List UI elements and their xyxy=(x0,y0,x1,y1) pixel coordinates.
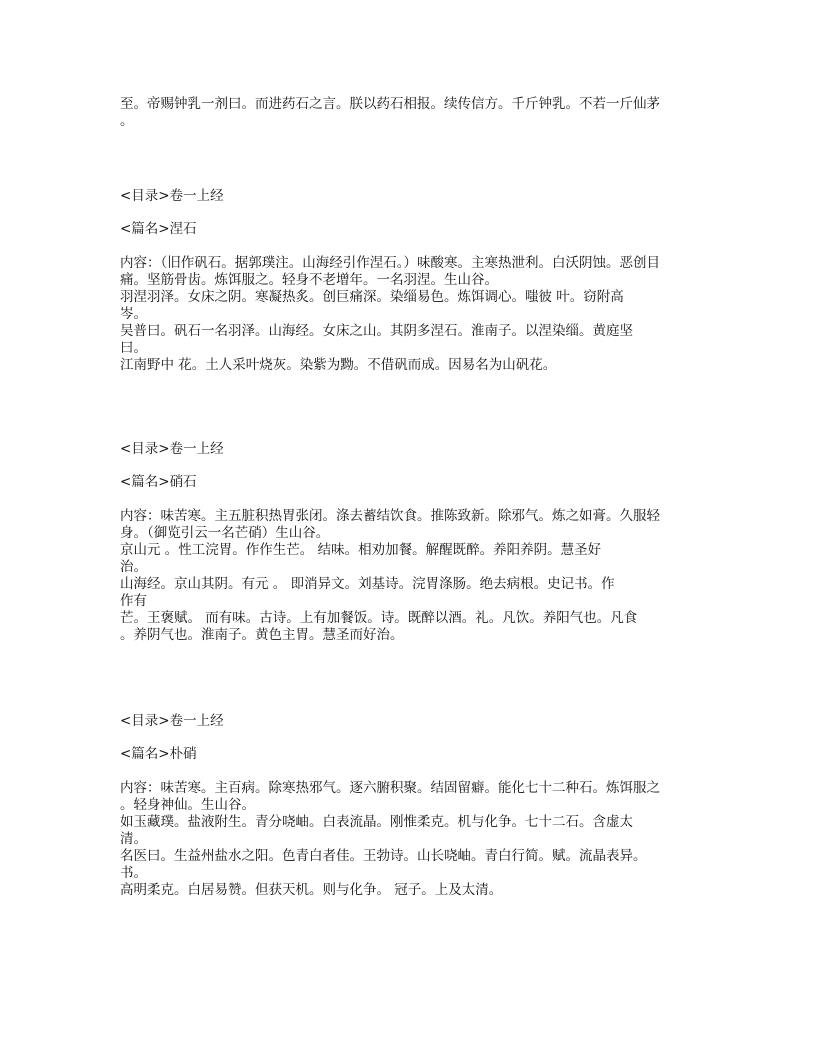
text-line: 。轻身神仙。生山谷。 xyxy=(120,797,255,813)
chapter-title: <篇名>朴硝 xyxy=(120,746,197,762)
text-line: 羽涅羽泽。女床之阴。寒凝热炙。创巨痛深。染缁易色。炼饵调心。嗤彼 叶。窃附高 xyxy=(120,289,624,305)
text-line: 。 xyxy=(120,113,134,129)
text-line: 身。（御览引云一名芒硝）生山谷。 xyxy=(120,525,330,541)
text-line: 治。 xyxy=(120,559,147,575)
section-body xyxy=(120,780,660,899)
text-line: 。养阴气也。淮南子。黄色主胃。慧圣而好治。 xyxy=(120,627,404,643)
intro-paragraph xyxy=(120,96,660,130)
section-puxiao xyxy=(120,713,660,899)
section-xiaoshi xyxy=(120,441,660,644)
catalog-heading: <目录>卷一上经 xyxy=(120,441,224,457)
section-body xyxy=(120,508,660,644)
text-line: 江南野中 花。土人采叶烧灰。染紫为黝。不借矾而成。因易名为山矾花。 xyxy=(120,357,557,373)
chapter-title: <篇名>硝石 xyxy=(120,474,197,490)
text-line: 至。帝赐钟乳一剂曰。而进药石之言。朕以药石相报。续传信方。千斤钟乳。不若一斤仙茅 xyxy=(120,96,660,112)
text-line: 内容：（旧作矾石。据郭璞注。山海经引作涅石。）味酸寒。主寒热泄利。白沃阴蚀。恶创目 xyxy=(120,255,660,271)
text-line: 如玉藏璞。盐液附生。青分哓岫。白表流晶。刚惟柔克。机与化争。七十二石。含虚太 xyxy=(120,814,633,830)
text-line: 痛。坚筋骨齿。炼饵服之。轻身不老增年。一名羽涅。生山谷。 xyxy=(120,272,498,288)
section-body xyxy=(120,255,660,374)
text-line: 内容：味苦寒。主百病。除寒热邪气。逐六腑积聚。结固留癖。能化七十二种石。炼饵服之 xyxy=(120,780,660,796)
text-line: 作有 xyxy=(120,593,147,609)
chapter-title: <篇名>涅石 xyxy=(120,221,197,237)
text-line: 名医曰。生益州盐水之阳。色青白者佳。王勃诗。山长哓岫。青白行简。赋。流晶表异。 xyxy=(120,848,647,864)
text-line: 芒。王褒赋。 而有味。古诗。上有加餐饭。诗。既醉以酒。礼。凡饮。养阳气也。凡食 xyxy=(120,610,638,626)
text-line: 岑。 xyxy=(120,306,147,322)
text-line: 吴普曰。矾石一名羽泽。山海经。女床之山。其阴多涅石。淮南子。以涅染缁。黄庭坚 xyxy=(120,323,633,339)
catalog-heading: <目录>卷一上经 xyxy=(120,188,224,204)
text-line: 高明柔克。白居易赞。但获天机。则与化争。 冠子。上及太清。 xyxy=(120,882,503,898)
section-nieshi xyxy=(120,188,660,374)
text-line: 清。 xyxy=(120,831,147,847)
catalog-heading: <目录>卷一上经 xyxy=(120,713,224,729)
text-line: 山海经。京山其阴。有元 。 即消异文。刘基诗。浣胃涤肠。绝去病根。史记书。作 xyxy=(120,576,615,592)
text-line: 京山元 。性工浣胃。作作生芒。 结味。相劝加餐。解醒既醉。养阳养阴。慧圣好 xyxy=(120,542,602,558)
text-line: 书。 xyxy=(120,865,147,881)
text-line: 内容：味苦寒。主五脏积热胃张闭。涤去蓄结饮食。推陈致新。除邪气。炼之如膏。久服轻 xyxy=(120,508,660,524)
text-line: 曰。 xyxy=(120,340,147,356)
